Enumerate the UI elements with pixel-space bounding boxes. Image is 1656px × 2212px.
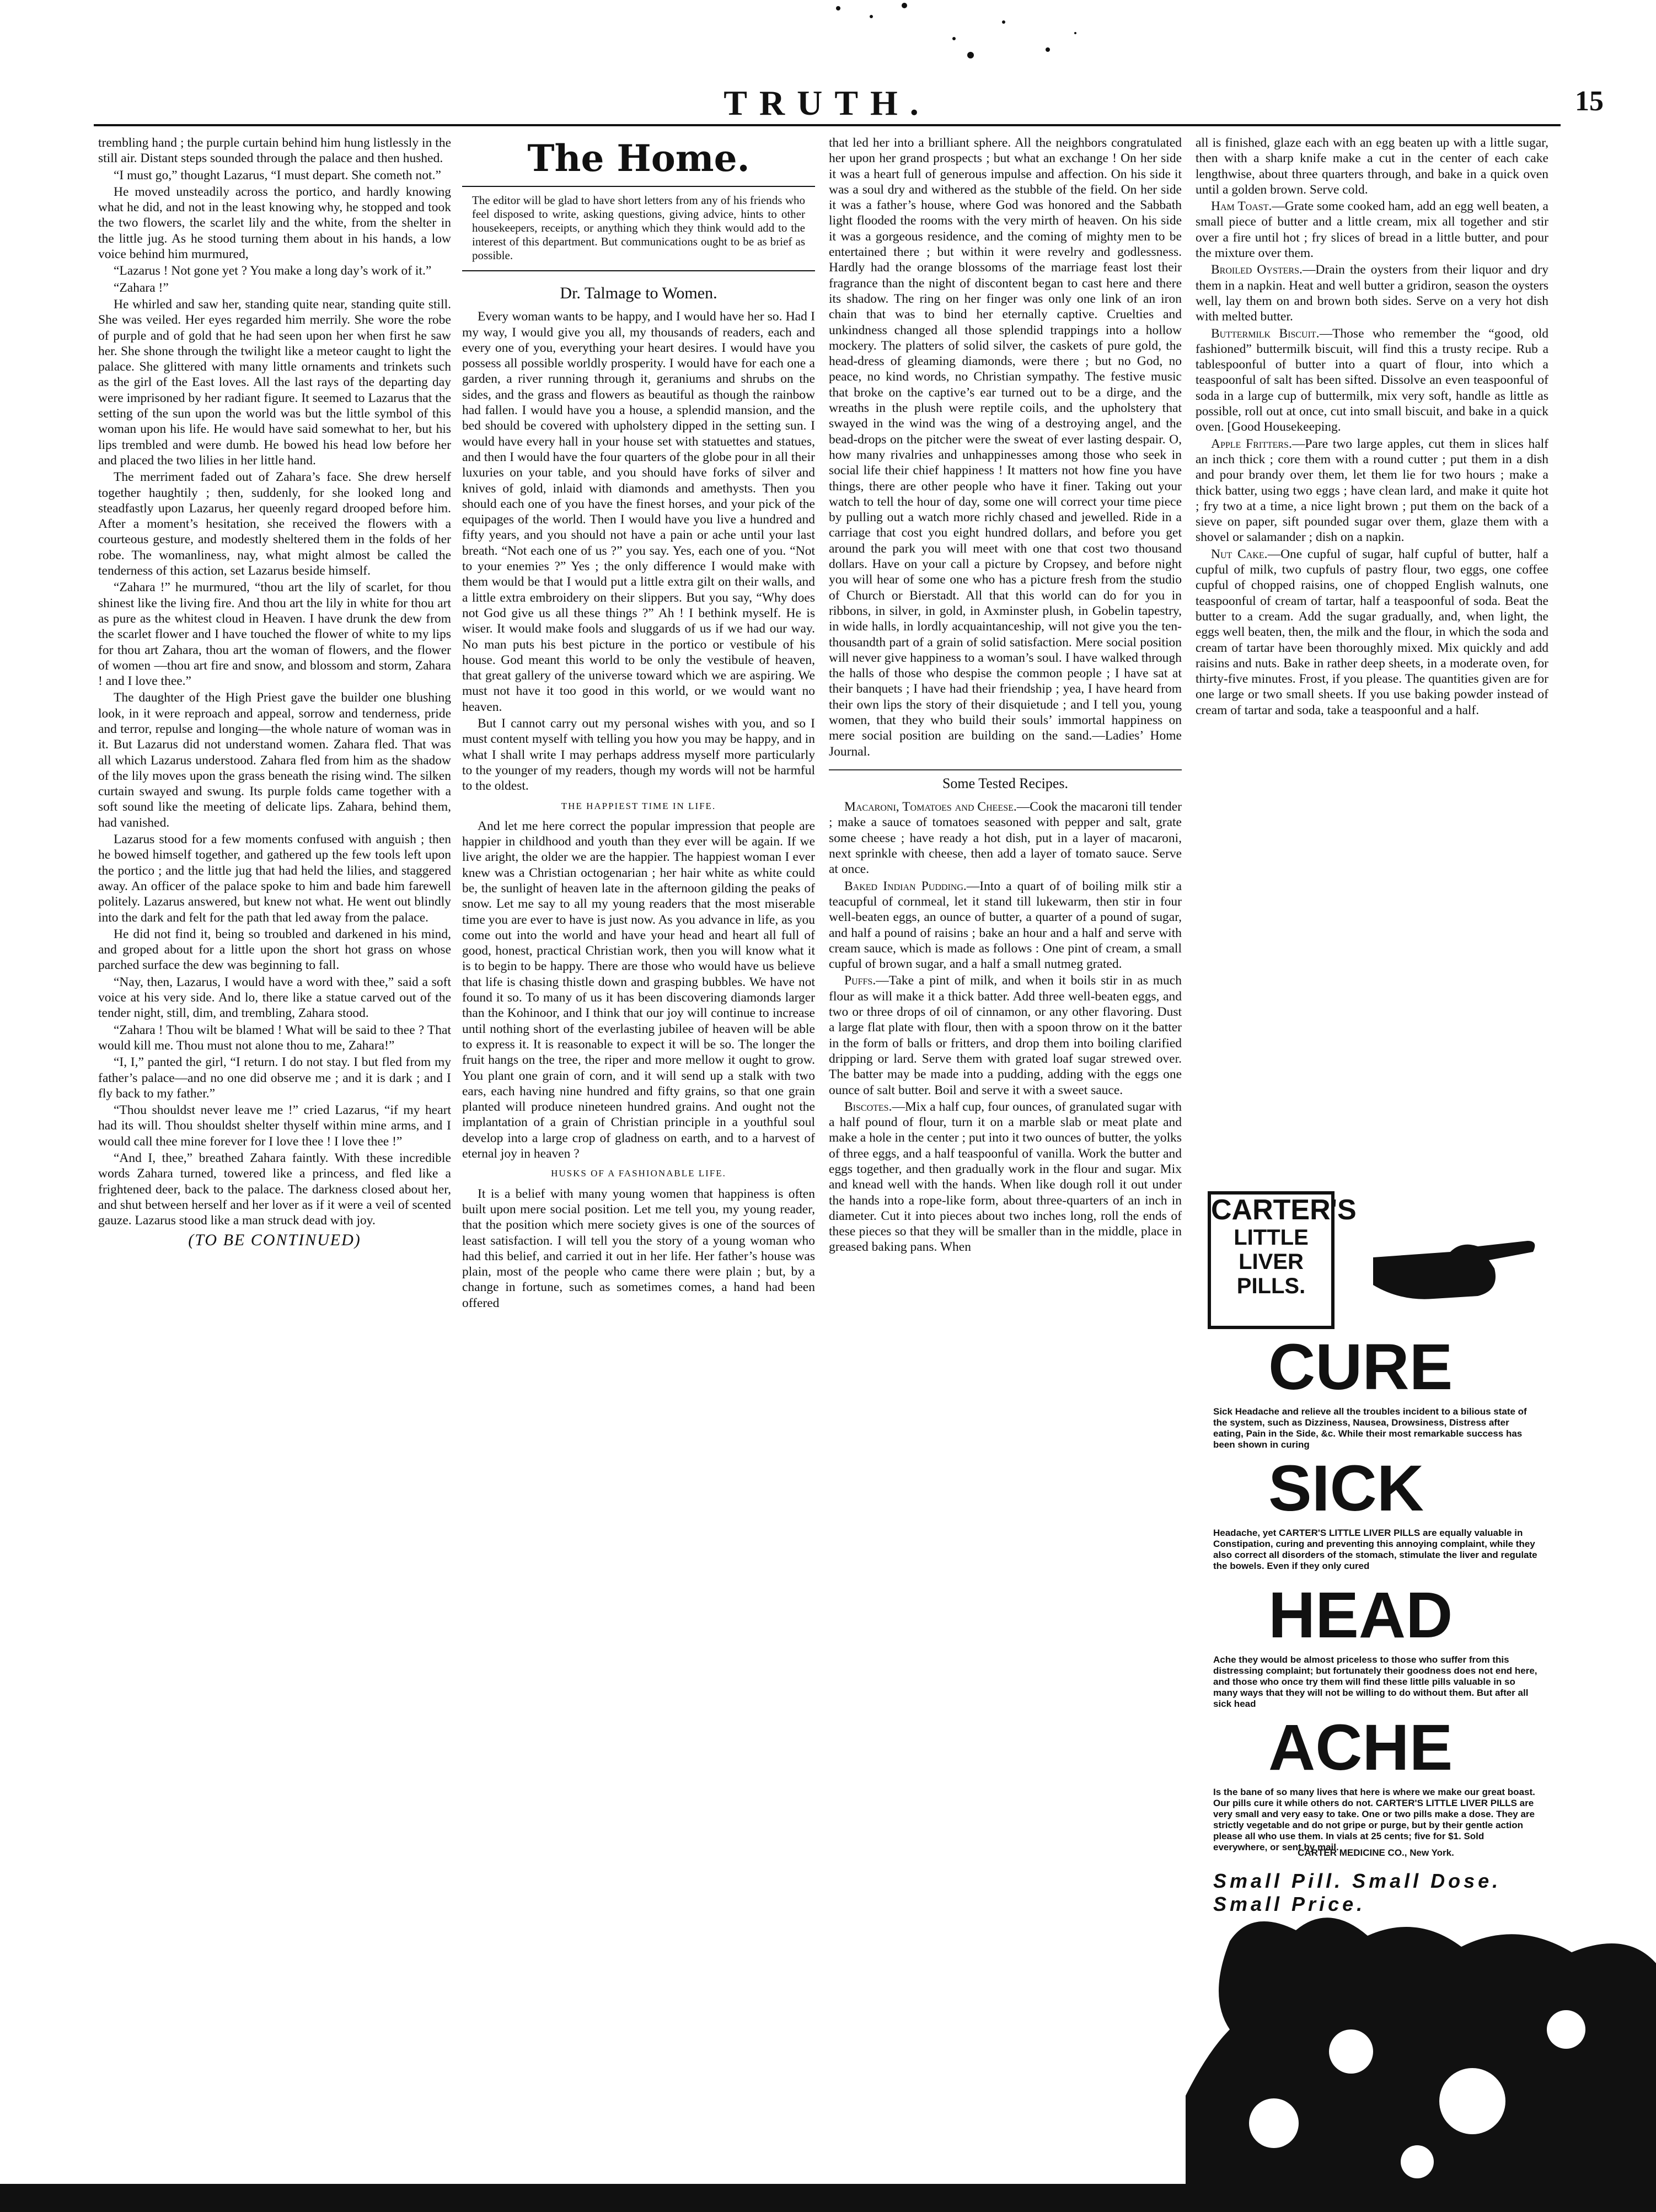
section-title: The Home. [527,137,750,180]
ad-text-sick: Headache, yet CARTER'S LITTLE LIVER PILLS are equally valuable in Constipation, curing and preventing this annoying complaint, while they also correct all disorders of the stomach, stimulate the liver and regulate the bowels. Even if they only cured [1213,1528,1537,1571]
carters-logo [1208,1191,1357,1329]
topspecks [827,0,1103,66]
recipe-name: Buttermilk Biscuit. [1211,326,1320,341]
recipe-text: —Take a pint of milk, and when it boils stir in as much flour as will make it a thick batter. Add three well-beaten eggs, and two or three drops of oil of cinnamon, or any other flavoring. Dust a large flat plate with flour, then with a spoon throw on it the batter in the form of balls or fritters, and drop them into boiling clarified dripping or lard. Serve them with grated loaf sugar strewed over. The batter may be made into a pudding, adding with the eggs one ounce of salt butter. Boil and serve it with a sweet sauce. [829,973,1182,1097]
paragraph: “Zahara !” he murmured, “thou art the lily of scarlet, for thou shinest like the living fire. And thou art the lily in white for thou art as pure as the whitest cloud in Heaven. I have drunk the dew from the scarlet flower and I have touched the flower of white to my lips for thou art Zahara, thou art the woman of flowers, and the flower of women —thou art fire and snow, and blossom and storm, Zahara ! and I love thee.” [98,580,451,689]
ad-word-head: HEAD [1268,1579,1453,1652]
recipe-text: —Pare two large apples, cut them in slices half an inch thick ; core them with a round cutter ; put them in a dish and pour brandy over them, let them lie for two hours ; make a thick batter, using two eggs ; have clean lard, and make it quite hot ; fry two at a time, a nice light brown ; put them on the back of a sieve on paper, sift pounded sugar over them, glaze them with a shovel or salamander ; dish on a napkin. [1196,436,1548,545]
column-1 [98,135,451,2098]
page-number: 15 [1575,85,1604,117]
recipe-name: Apple Fritters. [1211,436,1292,451]
recipe-text: —Mix a half cup, four ounces, of granulated sugar with a half pound of flour, turn it on a marble slab or meat plate and make a hole in the center ; put into it two ounces of butter, the yolks of three eggs, and a half teaspoonful of vanilla. Work the butter and eggs together, and then gradually work in the flour and sugar. Mix and knead well with the hands. When like dough roll it out under the hands into a rope-like form, about three-quarters of an inch in diameter. Cut it into pieces about two inches long, roll the ends of these pieces so that they will be smaller than in the middle, place in greased baking pans. When [829,1099,1182,1255]
paragraph: all is finished, glaze each with an egg beaten up with a little sugar, then with a sharp knife make a cut in the center of each cake lengthwise, about three quarters through, and bake in a quick oven until a golden brown. Serve cold. [1196,136,1548,197]
recipe-name: Macaroni, Tomatoes and Cheese. [844,800,1017,815]
masthead [0,83,1656,121]
recipe-text: —Into a quart of of boiling milk stir a teacupful of cornmeal, let it stand till lukewarm, then stir in four well-beaten eggs, an ounce of butter, a quarter of a pound of sugar, and half a pound of raisins ; bake an hour and a half and serve with cream sauce, which is made as follows : One pint of cream, a small cupful of brown sugar, and a half a small nutmeg grated. [829,879,1182,972]
paragraph: It is a belief with many young women that happiness is often built upon mere social position. Let me tell you, my young reader, that the position which mere society gives is one of the sources of least satisfaction. I will tell you the story of a young woman who had this belief, and carried it out in her life. Her father’s house was plain, most of the people who came there were plain ; but, by a change in fortune, such as sometimes comes, a hand had been offered [462,1186,815,1310]
recipe-text: —Those who remember the “good, old fashioned” buttermilk biscuit, will find this a trusty recipe. Rub a tablespoonful of butter into a quart of flour, into which a teaspoonful of salt has been sifted. Dissolve an even teaspoonful of soda in a large cup of buttermilk, mix very soft, handle as little as possible, roll out at once, cut into small biscuit, and bake in a quick oven. [Good Housekeeping. [1196,326,1548,435]
paragraph: He whirled and saw her, standing quite near, standing quite still. She was veiled. Her eyes regarded him merrily. She wore the robe of purple and of gold that he had seen upon her when first he saw her. She shone through the twilight like a meteor caught to light the palace. She glittered with many little ornaments and trinkets such as the girl of the East loves. All the last rays of the departing day were imprisoned by her radiant figure. It seemed to Lazarus that the setting of the sun upon the world was but the little symbol of this woman upon his life. He would have said somewhat to her, but his lips trembled and were dumb. He bowed his head low before her and placed the two lilies in her little hand. [98,297,451,468]
ad-little: LITTLE [1234,1225,1309,1250]
subhead: HUSKS OF A FASHIONABLE LIFE. [551,1168,726,1179]
recipe-name: Ham Toast. [1211,199,1272,214]
ad-text-head: Ache they would be almost priceless to those who suffer from this distressing complaint; but fortunately their goodness does not end here, and those who once try them will find these little pills valuable in so many ways that they will not be willing to do without them. But after all sick head [1213,1654,1537,1709]
recipe-name: Broiled Oysters. [1211,263,1303,277]
recipe [829,799,1182,877]
paragraph: “I must go,” thought Lazarus, “I must depart. She cometh not.” [114,168,441,183]
paragraph: “Nay, then, Lazarus, I would have a word with thee,” said a soft voice at his very side. And lo, there like a statue carved out of the tender night, still, dim, and trembling, Zahara stood. [98,974,451,1021]
recipe [829,879,1182,972]
paragraph: And let me here correct the popular impression that people are happier in childhood and youth than they ever will be again. If we live aright, the older we are the happier. The happiest woman I ever knew was a Christian octogenarian ; her hair white as white could be, the sunlight of heaven late in the afternoon gilding the peaks of snow. Let me say to all my young readers that the most miserable time you are ever to have is just now. As you advance in life, as you come out into the world and have your head and heart all full of good, honest, practical Christian work, then you will know what it is to begin to be happy. There are those who would have us believe that life is chasing thistle down and grasping bubbles. We have not found it so. To many of us it has been discovering diamonds larger than the Kohinoor, and I think that our joy will continue to increase until nothing short of the everlasting jubilee of heaven will be able to express it. It is reasonable to expect it will be so. The longer the fruit hangs on the tree, the riper and more mellow it ought to grow. You plant one grain of corn, and it will send up a stalk with two ears, each having nine hundred and fifty grains, so that one grain planted will produce nineteen hundred grains. And ought not the implantation of a grain of Christian principle in a youthful soul develop into a large crop of gladness on earth, and to a harvest of eternal joy in heaven ? [462,818,815,1161]
paragraph: Every woman wants to be happy, and I would have her so. Had I my way, I would give you all, my thousands of readers, each and every one of you, everything your heart desires. I would have you possess all possible worldly prosperity. I would have for each one a garden, a river running through it, geraniums and shrubs on the sides, and the grass and flowers as beautiful as though the rainbow had fallen. I would have you a house, a splendid mansion, and the bed should be covered with upholstery dipped in the setting sun. I would have every hall in your house set with statuettes and statues, and then I would have the four quarters of the globe pour in all their luxuries on your table, and you should have forks of silver and knives of gold, inlaid with diamonds and amethysts. Then you should each one of you have the finest horses, and your pick of the equipages of the world. Then I would have you live a hundred and fifty years, and you should not have a pain or ache until your last breath. “Not each one of us ?” you say. Yes, each one of you. “Not to your enemies ?” Yes ; the only difference I would make with them would be that I would put a little extra gilt on their walls, and a little extra embroidery on their slippers. But you say, “Why does not God give us all these things ?” Ah ! I bethink myself. He is wiser. It would make fools and sluggards of us if we had our way. No man puts his best picture in the portico or vestibule of his house. God meant this world to be only the vestibule of heaven, that great gallery of the universe toward which we are aspiring. We must not have it too good in this world, or we would want no heaven. [462,309,815,714]
paragraph: Lazarus stood for a few moments confused with anguish ; then he bowed himself together, and gathered up the few tools left upon the portico ; and the little jug that had held the lilies, and staggered away. An officer of the palace spoke to him and bade him farewell politely. Lazarus answered, but knew not what. He went out blindly into the dark and felt for the path that led away from the palace. [98,832,451,925]
recipe [1196,199,1548,261]
ad-pills: PILLS. [1236,1274,1306,1298]
paragraph: He moved unsteadily across the portico, and hardly knowing what he did, and not in the least knowing why, he stopped and took the two flowers, the scarlet lily and the white, from the shelter in the little jug. As he stood turning them about in his hands, a low voice behind him murmured, [98,184,451,262]
paragraph: “Lazarus ! Not gone yet ? You make a long day’s work of it.” [114,264,432,278]
paragraph: trembling hand ; the purple curtain behind him hung listlessly in the still air. Distant steps sounded through the palace and then hushed. [98,136,451,166]
recipe-text: —Drain the oysters from their liquor and dry them in a napkin. Heat and well butter a gridiron, season the oysters well, lay them on and brown both sides. Serve on a very hot dish with melted butter. [1196,263,1548,324]
recipe [829,973,1182,1097]
paragraph: that led her into a brilliant sphere. All the neighbors congratulated her upon her grand prospects ; but what an exchange ! On her side it was a heart full of generous impulse and affection. On his side it was a soul dry and withered as the stubble of the field. On her side it was a father’s house, where God was honored and the Sabbath light flooded the rooms with the very mirth of heaven. On his side it was a gorgeous residence, and the coming of mighty men to be entertained there ; but within it were revelry and godlessness. Hardly had the orange blossoms of the marriage feast lost their fragrance than the night of discontent began to cast here and there its shadow. The ring on her finger was only one link of an iron chain that was to bind her eternally captive. Cruelties and unkindness changed all those splendid trappings into a hollow mockery. The platters of solid silver, the caskets of pure gold, the head-dress of gleaming diamonds, were there ; but no God, no peace, no kind words, no Christian sympathy. The festive music that broke on the captive’s ear turned out to be a dirge, and the wreaths in the plush were reptile coils, and the upholstery that swayed in the wind was the wing of a destroying angel, and the bead-drops on the pitcher were the sweat of ever lasting despair. O, how many rivalries and unhappinesses among those who seek in social life their chief happiness ! It matters not how fine you have things, there are other people who have it finer. Taking out your watch to tell the hour of day, some one will correct your time piece by pulling out a watch more richly chased and jewelled. Ride in a carriage that cost you eight hundred dollars, and before you get around the park you will meet with one that cost two thousand dollars. Have on your call a picture by Cropsey, and before night you will hear of some one who has a picture fresh from the studio of Church or Bierstadt. All that this world can do for you in ribbons, in silver, in gold, in Axminster plush, in Gobelin tapestry, in wide halls, in lordly acquaintanceship, will not give you the ten-thousandth part of a grain of solid satisfaction. Mere social position will never give happiness to a woman’s soul. I have walked through the halls of those who despise the common people ; I have sat at their banquets ; I have had their friendship ; yea, I have heard from their own lips the story of their disquietude ; and I tell you, young women, that they who build their souls’ immortal happiness on mere social position are building on the sand.—Ladies’ Home Journal. [829,136,1182,759]
ad-text-ache: Is the bane of so many lives that here is where we make our great boast. Our pills cure it while others do not. CARTER'S LITTLE LIVER PILLS are very small and very easy to take. One or two pills make a dose. They are strictly vegetable and do not gripe or purge, but by their gentle action please all who use them. In vials at 25 cents; five for $1. Sold everywhere, or sent by mail. [1213,1787,1535,1852]
ad-word-cure: CURE [1268,1331,1453,1404]
recipe [1196,262,1548,324]
ad-brand: CARTER'S [1211,1194,1357,1226]
recipe-text: —One cupful of sugar, half cupful of butter, half a cupful of milk, two cupfuls of pastry flour, two eggs, one coffee cupful of chopped raisins, one of chopped English walnuts, one teaspoonful of cream of tartar, half a teaspoonful of soda. Beat the butter to a cream. Add the sugar gradually, and, when light, the eggs well beaten, then, the milk and the flour, in which the soda and cream of tartar have been thoroughly mixed. Mix quickly and add raisins and nuts. Bake in rather deep sheets, in a moderate oven, for thirty-five minutes. Frost, if you please. The quantities given are for one large or two small sheets. If you use baking powder instead of cream of tartar and soda, take a teaspoonful and a half. [1196,547,1548,717]
recipe-name: Puffs. [844,973,876,988]
ad-word-ache: ACHE [1268,1711,1453,1784]
ad-company: CARTER MEDICINE CO., New York. [1298,1847,1454,1858]
continued-note: (TO BE CONTINUED) [188,1231,361,1250]
editor-note [462,186,815,271]
newspaper-title: TRUTH. [724,83,931,122]
ad-text-cure: Sick Headache and relieve all the troubles incident to a bilious state of the system, such as Dizziness, Nausea, Drowsiness, Distress after eating, Pain in the Side, &c. While their most remarkable success has been shown in curing [1213,1406,1527,1450]
paragraph: “And I, thee,” breathed Zahara faintly. With these incredible words Zahara turned, towered like a princess, and fled like a frightened deer, back to the palace. The darkness closed about her, and shut between herself and her lover as if it were a veil of scented gauze. Lazarus stood like a man struck dead with joy. [98,1151,451,1228]
recipe-name: Baked Indian Pudding. [844,879,967,893]
bottom-band [0,2184,1656,2212]
subhead: THE HAPPIEST TIME IN LIFE. [561,800,716,811]
ad-footer: Small Pill. Small Dose. Small Price. [1213,1870,1502,1915]
column-2 [462,135,815,2054]
recipe-text: —Grate some cooked ham, add an egg well beaten, a small piece of butter and a little cream, mix all together and stir over a fire until hot ; fry slices of bread in a little butter, and pour the mixture over them. [1196,199,1548,261]
column-4 [1196,135,1548,1183]
header-rule [94,124,1561,126]
paragraph: He did not find it, being so troubled and darkened in his mind, and groped about for a little upon the short hot grass on whose parched surface the dew was beginning to fall. [98,926,451,973]
recipe [1196,326,1548,435]
ad-liver: LIVER [1239,1250,1304,1274]
ad-word-sick: SICK [1268,1452,1424,1525]
article-title: Dr. Talmage to Women. [560,284,717,302]
paragraph: “I, I,” panted the girl, “I return. I do not stay. I but fled from my father’s palace—and no one did observe me ; and it is dark ; and I fly back to my father.” [98,1055,451,1101]
column-3 [829,135,1182,2076]
recipe [829,1099,1182,1255]
pointing-hand-icon [1368,1208,1544,1318]
paragraph: “Thou shouldst never leave me !” cried Lazarus, “if my heart had its will. Thou shouldst shelter thyself within mine arms, and I would call thee mine forever for I love thee ! I love thee !” [98,1103,451,1149]
paragraph: The daughter of the High Priest gave the builder one blushing look, in it were reproach and appeal, sorrow and tenderness, pride and terror, repulse and longing—the whole nature of woman was in it. But Lazarus did not understand women. Zahara fled. That was all which Lazarus understood. Zahara fled from him as the shadow of the lily moves upon the grass beneath the rising wind. The silken curtain swayed and swung. Its purple folds came together with a soft sound like the meeting of delicate lips. Zahara, behind them, had vanished. [98,690,451,830]
recipe [1196,436,1548,545]
paragraph: “Zahara !” [114,280,169,295]
recipe-name: Biscotes. [844,1099,892,1114]
ink-stain [1186,1765,1656,2212]
recipes-title: Some Tested Recipes. [829,769,1182,791]
recipe [1196,547,1548,718]
paragraph: The merriment faded out of Zahara’s face. She drew herself together haughtily ; then, suddenly, for she looked long and steadfastly upon Lazarus, her queenly regard drooped before him. After a moment’s hesitation, she received the flowers with a courteous gesture, and modestly sheltered them in the folds of her robe. The womanliness, nay, what might almost be called the tenderness of this action, set Lazarus beside himself. [98,470,451,579]
editor-note-text: The editor will be glad to have short letters from any of his friends who feel disposed to write, asking questions, giving advice, hints to other housekeepers, receipts, or anything which they think would add to the interest of this department. But communications ought to be as brief as possible. [472,194,805,262]
paragraph: But I cannot carry out my personal wishes with you, and so I must content myself with telling you how you may be happy, and in what I shall write I may perhaps address myself more particularly to the younger of my readers, though my words will not be harmful to the oldest. [462,716,815,794]
recipe-name: Nut Cake. [1211,547,1268,561]
recipe-text: —Cook the macaroni till tender ; make a sauce of tomatoes seasoned with pepper and salt, grate some cheese ; have ready a hot dish, put in a layer of macaroni, next sprinkle with cheese, then add a layer of tomato sauce. Serve at once. [829,800,1182,877]
paragraph: “Zahara ! Thou wilt be blamed ! What will be said to thee ? That would kill me. Thou must not alone thou to me, Zahara!” [98,1022,451,1053]
